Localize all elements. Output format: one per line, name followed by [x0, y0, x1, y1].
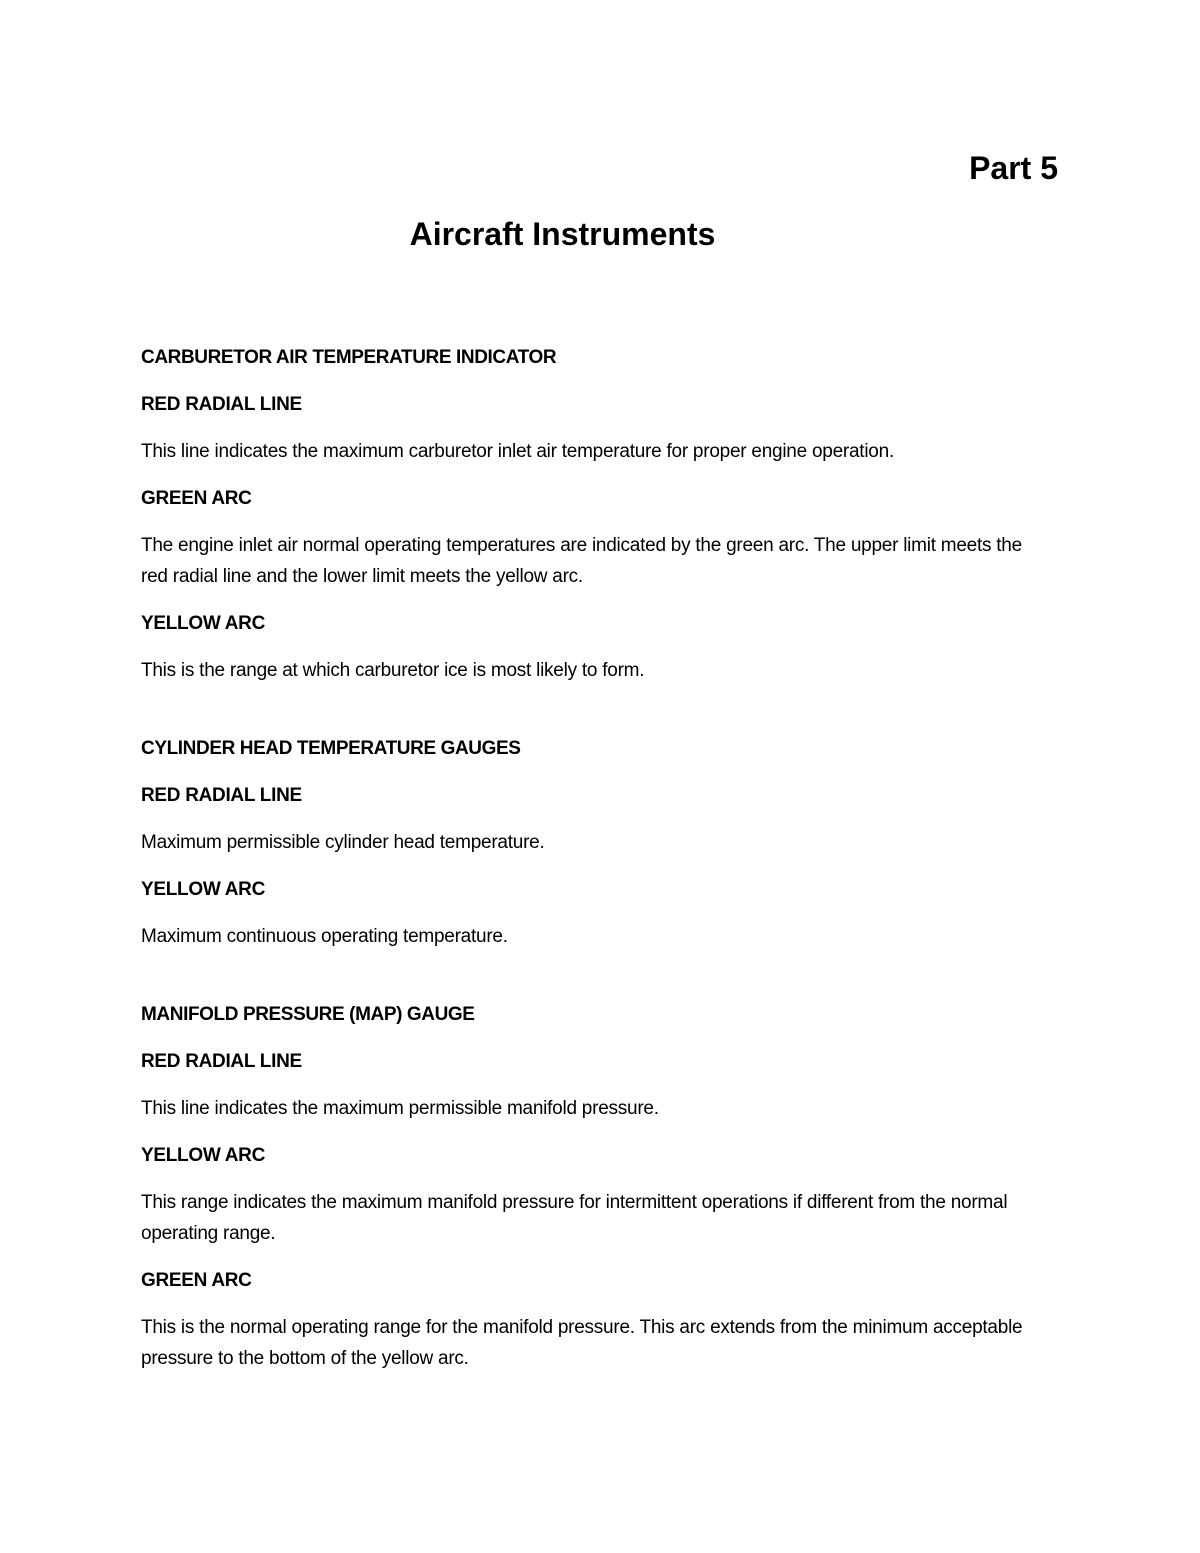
section-manifold-pressure: [141, 999, 1046, 1374]
item-label: RED RADIAL LINE: [141, 394, 302, 415]
section-cylinder-head-temperature: [141, 733, 1046, 952]
item-label: GREEN ARC: [141, 488, 252, 509]
item-description: This is the range at which carburetor ice is most likely to form.: [141, 660, 645, 681]
item-description: This is the normal operating range for the manifold pressure. This arc extends from the minimum acceptable pressure to the bottom of the yellow arc.: [141, 1317, 1023, 1369]
item-label: YELLOW ARC: [141, 879, 266, 900]
page-title: Aircraft Instruments: [409, 216, 716, 252]
part-label: Part 5: [969, 150, 1058, 186]
item-label: RED RADIAL LINE: [141, 785, 302, 806]
item-label: GREEN ARC: [141, 1270, 252, 1291]
item-label: YELLOW ARC: [141, 1145, 266, 1166]
section-carburetor-air-temperature: [141, 342, 1046, 686]
item-description: This line indicates the maximum permissible manifold pressure.: [141, 1098, 659, 1119]
document-body: [141, 342, 1046, 1390]
item-description: This range indicates the maximum manifold pressure for intermittent operations if different from the normal operating range.: [141, 1192, 1008, 1244]
section-heading: CYLINDER HEAD TEMPERATURE GAUGES: [141, 738, 521, 759]
item-label: YELLOW ARC: [141, 613, 266, 634]
item-description: This line indicates the maximum carburetor inlet air temperature for proper engine operation.: [141, 441, 894, 462]
item-description: The engine inlet air normal operating temperatures are indicated by the green arc. The upper limit meets the red radial line and the lower limit meets the yellow arc.: [141, 535, 1022, 587]
item-label: RED RADIAL LINE: [141, 1051, 302, 1072]
item-description: Maximum permissible cylinder head temperature.: [141, 832, 545, 853]
item-description: Maximum continuous operating temperature.: [141, 926, 508, 947]
section-heading: CARBURETOR AIR TEMPERATURE INDICATOR: [141, 347, 557, 368]
section-heading: MANIFOLD PRESSURE (MAP) GAUGE: [141, 1004, 475, 1025]
